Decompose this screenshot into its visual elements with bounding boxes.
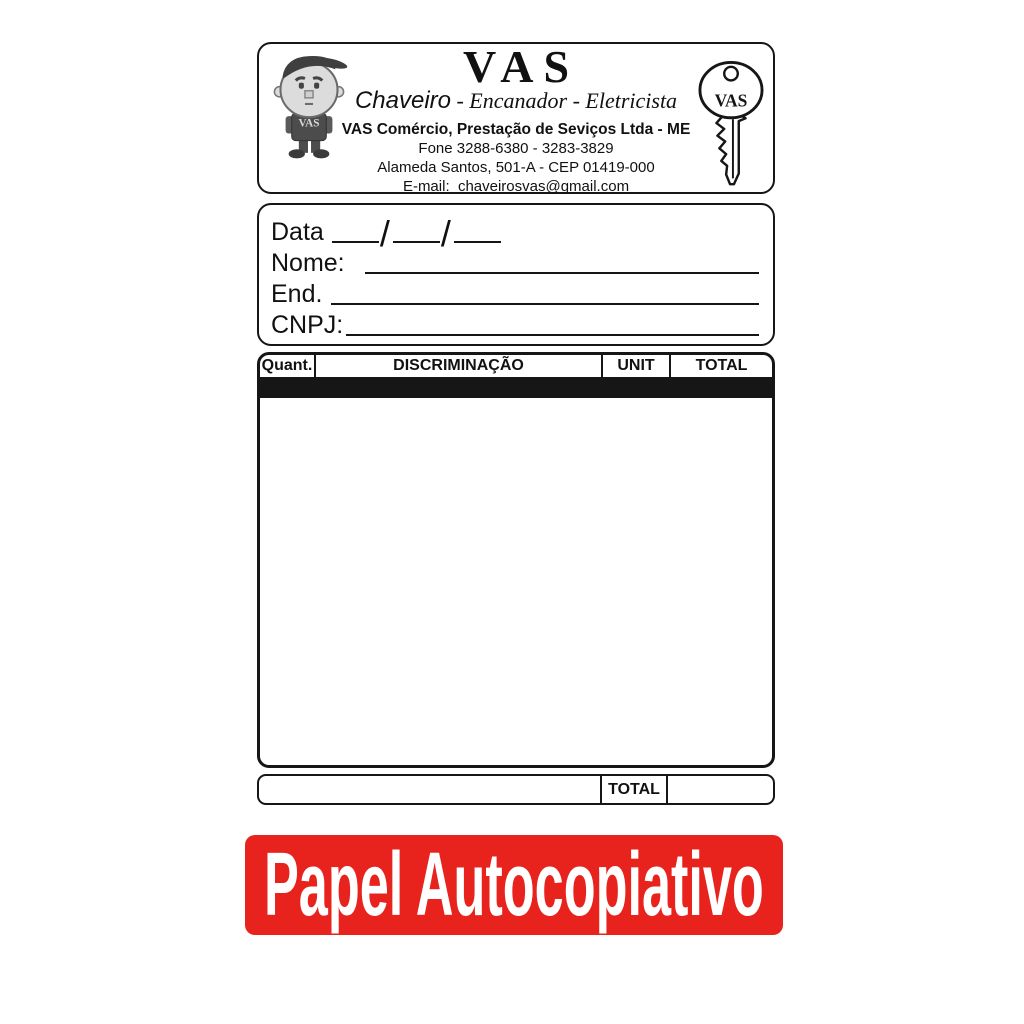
customer-info-panel: [257, 203, 775, 346]
header-cell-quant: Quant.: [261, 357, 313, 374]
mascot-nose: [305, 91, 313, 98]
key-logo-icon: [694, 61, 768, 191]
cnpj-label: CNPJ:: [271, 311, 344, 339]
street-address-line: Alameda Santos, 501-A - CEP 01419-000: [377, 159, 655, 176]
summary-row: [257, 774, 775, 805]
brand-title: VAS: [462, 41, 580, 92]
address-field-row: [271, 277, 759, 308]
date-slash: /: [440, 213, 451, 254]
cnpj-field-row: [271, 308, 759, 339]
summary-spacer: [259, 776, 600, 803]
service-secondary: - Encanador - Eletricista: [450, 88, 678, 113]
table-header: [260, 355, 772, 380]
date-month-line[interactable]: [393, 221, 440, 243]
header-cell-total: TOTAL: [669, 355, 772, 377]
cnpj-line[interactable]: [346, 314, 759, 336]
date-slash: /: [379, 213, 390, 254]
key-badge-label: VAS: [714, 90, 748, 111]
customer-address-line[interactable]: [331, 283, 759, 305]
name-field-row: [271, 246, 759, 277]
business-header: [257, 42, 775, 194]
service-primary: Chaveiro: [354, 87, 451, 114]
key-blade: [716, 113, 745, 184]
mascot-eye: [314, 83, 319, 89]
date-year-line[interactable]: [454, 221, 501, 243]
table-body: [260, 380, 772, 398]
date-label: Data: [271, 218, 324, 246]
phone-line: Fone 3288-6380 - 3283-3829: [418, 140, 614, 157]
mascot-shoe: [289, 149, 305, 158]
mascot-shoe: [313, 149, 329, 158]
table-row: [260, 396, 772, 398]
header-cell-discriminacao: DISCRIMINAÇÃO: [314, 355, 601, 377]
mascot-shirt-label: VAS: [298, 117, 320, 130]
mascot-boy-icon: [268, 49, 350, 163]
company-name: VAS Comércio, Prestação de Seviços Ltda - ME: [341, 121, 691, 138]
date-day-line[interactable]: [332, 221, 379, 243]
carbonless-paper-banner: [245, 835, 783, 935]
header-cell-unit: UNIT: [601, 355, 669, 377]
summary-total-label: TOTAL: [600, 776, 668, 803]
items-table: [257, 352, 775, 768]
grand-total-cell[interactable]: [668, 776, 773, 803]
mascot-eye: [299, 83, 304, 89]
name-label: Nome:: [271, 249, 345, 277]
address-label: End.: [271, 280, 323, 308]
name-line[interactable]: [365, 252, 759, 274]
email-line: E-mail: chaveirosvas@gmail.com: [402, 178, 630, 195]
banner-text: Papel Autocopiativo: [264, 835, 764, 935]
key-hole: [724, 67, 738, 81]
date-field-row: [271, 213, 759, 254]
